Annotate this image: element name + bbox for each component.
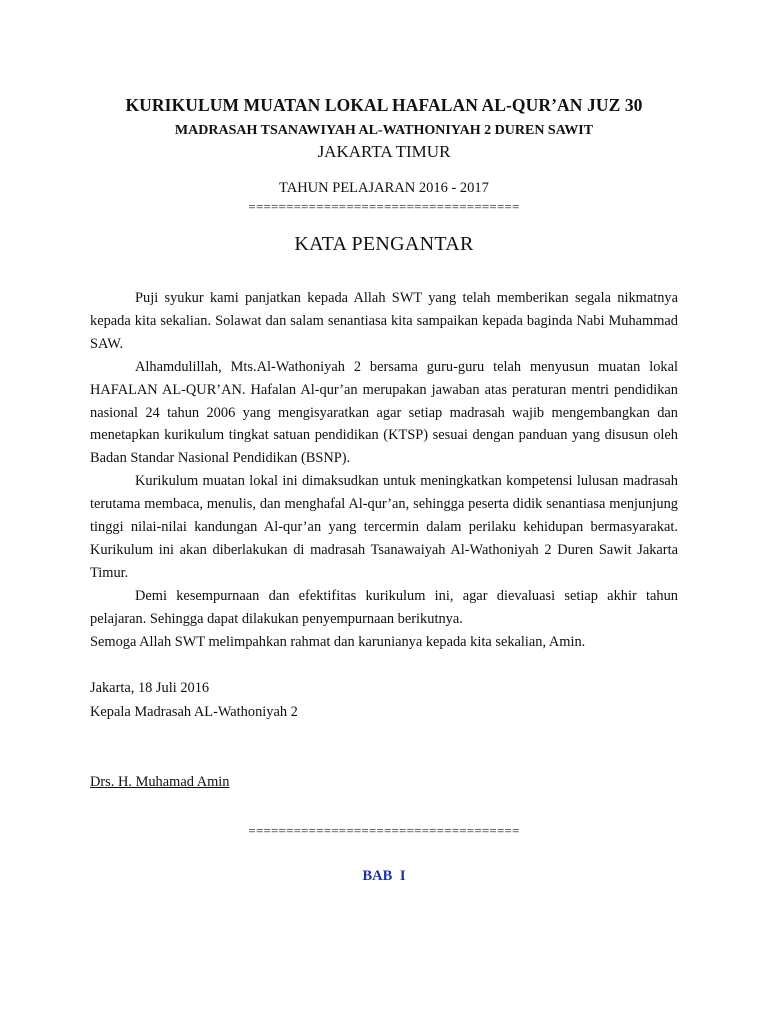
signature-role: Kepala Madrasah AL-Wathoniyah 2 xyxy=(90,704,298,720)
academic-year: TAHUN PELAJARAN 2016 - 2017 xyxy=(279,180,489,196)
foreword-body xyxy=(90,287,678,654)
header-separator: ==================================== xyxy=(248,199,520,214)
closing-paragraph: Semoga Allah SWT melimpahkan rahmat dan karunianya kepada kita sekalian, Amin. xyxy=(90,633,586,650)
signature-name: Drs. H. Muhamad Amin xyxy=(90,774,230,790)
paragraph-4: Demi kesempurnaan dan efektifitas kurikulum ini, agar dievaluasi setiap akhir tahun pelajaran. Sehingga dapat dilakukan penyempurnaan berikutnya. xyxy=(90,587,678,627)
paragraph-3: Kurikulum muatan lokal ini dimaksudkan untuk meningkatkan kompetensi lulusan madrasah terutama membaca, menulis, dan menghafal Al-qur’an, sehingga peserta didik senantiasa menjunjung tinggi nilai-nilai kandungan Al-qur’an yang tercermin dalam perilaku kehidupan bermasyarakat. Kurikulum ini akan diberlakukan di madrasah Tsanawaiyah Al-Wathoniyah 2 Duren Sawit Jakarta Timur. xyxy=(90,473,678,581)
school-name: MADRASAH TSANAWIYAH AL-WATHONIYAH 2 DUREN SAWIT xyxy=(174,123,594,138)
section-heading: KATA PENGANTAR xyxy=(294,233,474,255)
document-title: KURIKULUM MUATAN LOKAL HAFALAN AL-QUR’AN JUZ 30 xyxy=(125,95,643,115)
paragraph-1: Puji syukur kami panjatkan kepada Allah SWT yang telah memberikan segala nikmatnya kepada kita sekalian. Solawat dan salam senantiasa kita sampaikan kepada baginda Nabi Muhammad SAW. xyxy=(90,290,678,352)
footer-separator: ==================================== xyxy=(248,823,520,838)
signature-place-date: Jakarta, 18 Juli 2016 xyxy=(90,680,210,696)
chapter-heading: BAB I xyxy=(362,868,406,884)
school-city: JAKARTA TIMUR xyxy=(317,142,451,161)
paragraph-2: Alhamdulillah, Mts.Al-Wathoniyah 2 bersama guru-guru telah menyusun muatan lokal HAFALAN AL-QUR’AN. Hafalan Al-qur’an merupakan jawaban atas peraturan mentri pendidikan nasional 24 tahun 2006 yang mengisyaratkan agar setiap madrasah wajib mengembangkan dan menetapkan kurikulum tingkat satuan pendidikan (KTSP) sesuai dengan panduan yang disusun oleh Badan Standar Nasional Pendidikan (BSNP). xyxy=(90,358,678,467)
